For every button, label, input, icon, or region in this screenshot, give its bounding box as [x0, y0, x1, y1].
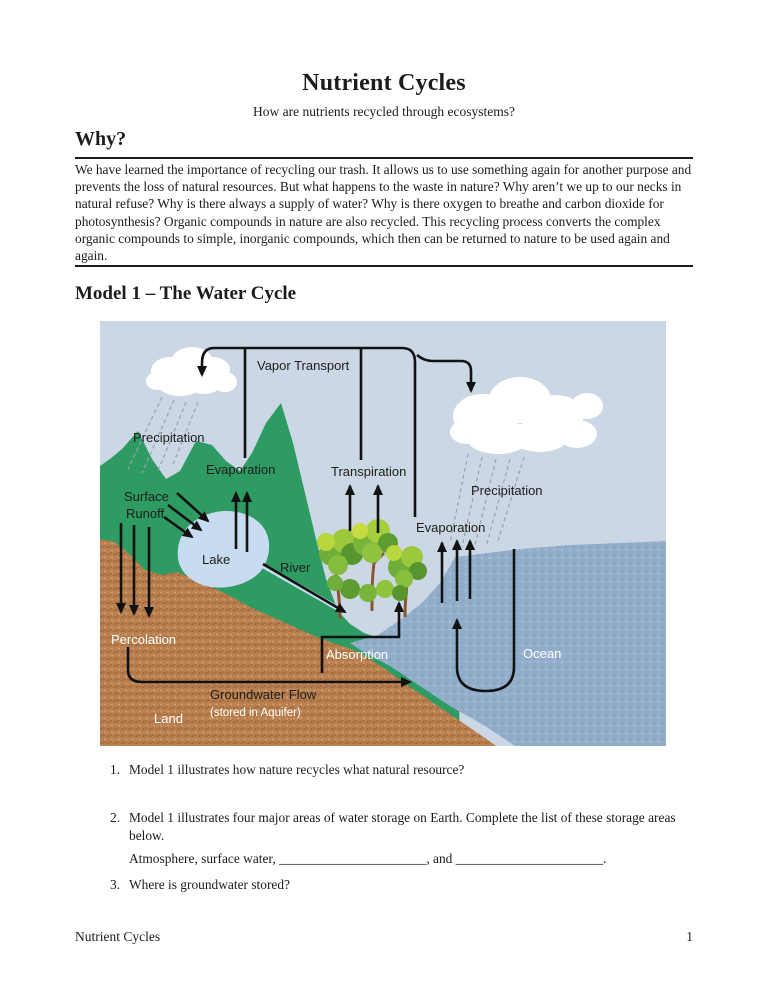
label-precipitation-left: Precipitation [133, 430, 205, 445]
label-land: Land [154, 711, 183, 726]
why-heading: Why? [75, 128, 127, 150]
footer-title: Nutrient Cycles [75, 929, 161, 944]
question-2-number: 2. [110, 810, 121, 825]
label-river: River [280, 560, 311, 575]
page-title: Nutrient Cycles [302, 70, 466, 96]
water-cycle-diagram [100, 321, 666, 746]
footer-page-number: 1 [686, 929, 693, 944]
question-2-fill-in-blanks: Atmosphere, surface water, ______________________, and ______________________. [129, 851, 607, 866]
page-subtitle: How are nutrients recycled through ecosystems? [252, 104, 516, 119]
label-percolation: Percolation [111, 632, 177, 647]
label-ocean: Ocean [523, 646, 562, 661]
label-surface: Surface [124, 489, 169, 504]
label-lake: Lake [202, 552, 231, 567]
question-1 [110, 761, 690, 779]
why-paragraph: We have learned the importance of recycling our trash. It allows us to use something again for another purpose and prevents the loss of natural resources. But what happens to the waste in nature? Why aren’t we up to our necks in natural refuse? Why is there always a supply of water? Why is there oxygen to breathe and carbon dioxide for photosynthesis? Organic compounds in nature are also recycled. This recycling process converts the complex organic compounds to simple, inorganic compounds, which then can be returned to nature to be used again and again. [75, 162, 692, 264]
section-rule-top [75, 157, 693, 159]
section-rule-bottom [75, 265, 693, 267]
label-transpiration: Transpiration [331, 464, 407, 479]
question-1-number: 1. [110, 762, 121, 777]
label-evaporation-lake: Evaporation [206, 462, 276, 477]
label-groundwater-flow: Groundwater Flow [210, 687, 317, 702]
label-absorption: Absorption [326, 647, 389, 662]
question-2-text: Model 1 illustrates four major areas of water storage on Earth. Complete the list of these storage areas below. [129, 810, 676, 843]
question-3-number: 3. [110, 877, 121, 892]
question-3 [110, 876, 690, 894]
question-1-text: Model 1 illustrates how nature recycles what natural resource? [129, 762, 465, 777]
label-stored-in-aquifer: (stored in Aquifer) [210, 707, 301, 719]
label-vapor-transport: Vapor Transport [257, 358, 350, 373]
question-3-text: Where is groundwater stored? [129, 877, 290, 892]
label-evaporation-ocean: Evaporation [416, 520, 486, 535]
model1-heading: Model 1 – The Water Cycle [75, 283, 297, 304]
water-cycle-svg [100, 321, 666, 746]
label-precipitation-right: Precipitation [471, 483, 543, 498]
label-runoff: Runoff [126, 506, 165, 521]
question-2 [110, 809, 692, 844]
